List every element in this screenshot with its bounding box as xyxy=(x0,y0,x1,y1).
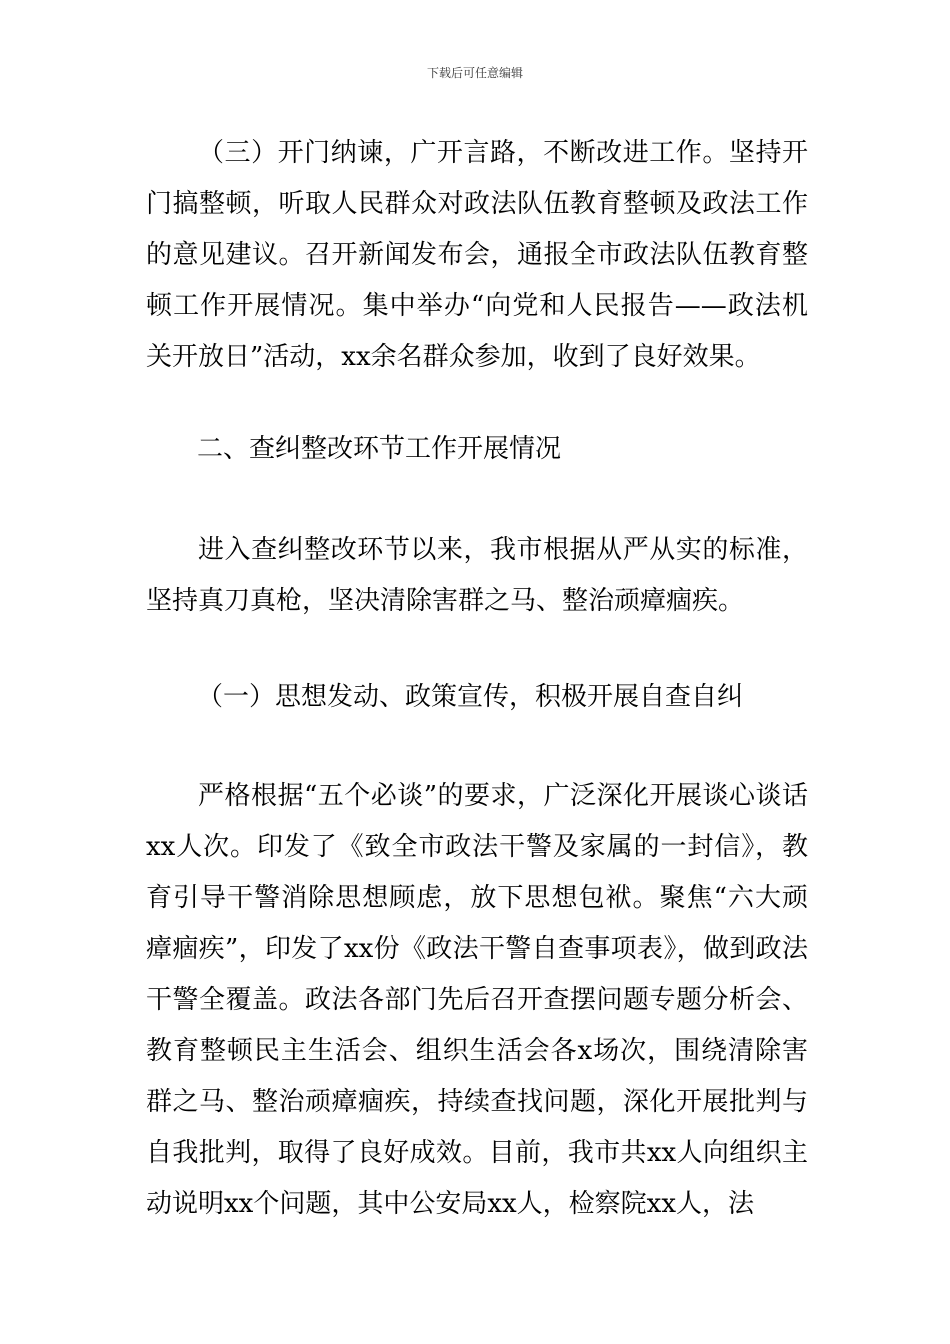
paragraph-self-check: 严格根据“五个必谈”的要求，广泛深化开展谈心谈话xx人次。印发了《致全市政法干警及家属的一封信》，教育引导干警消除思想顾虑，放下思想包袱。聚焦“六大顽瘴痼疾”，印发了xx份《政法干警自查事项表》，做到政法干警全覆盖。政法各部门先后召开查摆问题专题分析会、教育整顿民主生活会、组织生活会各x场次，围绕清除害群之马、整治顽瘴痼疾，持续查找问题，深化开展批判与自我批判，取得了良好成效。目前，我市共xx人向组织主动说明xx个问题，其中公安局xx人，检察院xx人，法 xyxy=(146,781,808,1219)
header-note: 下载后可任意编辑 xyxy=(426,66,523,80)
paragraph-open-door: （三）开门纳谏，广开言路，不断改进工作。坚持开门搞整顿，听取人民群众对政法队伍教育整顿及政法工作的意见建议。召开新闻发布会，通报全市政法队伍教育整顿工作开展情况。集中举办“向党和人民报告——政法机关开放日”活动，xx余名群众参加，收到了良好效果。 xyxy=(146,138,808,372)
subsection-heading: （一）思想发动、政策宣传，积极开展自查自纠 xyxy=(197,682,744,712)
paragraph-intro: 进入查纠整改环节以来，我市根据从严从实的标准，坚持真刀真枪，坚决清除害群之马、整治顽瘴痼疾。 xyxy=(146,535,808,616)
section-heading: 二、查纠整改环节工作开展情况 xyxy=(197,434,562,464)
